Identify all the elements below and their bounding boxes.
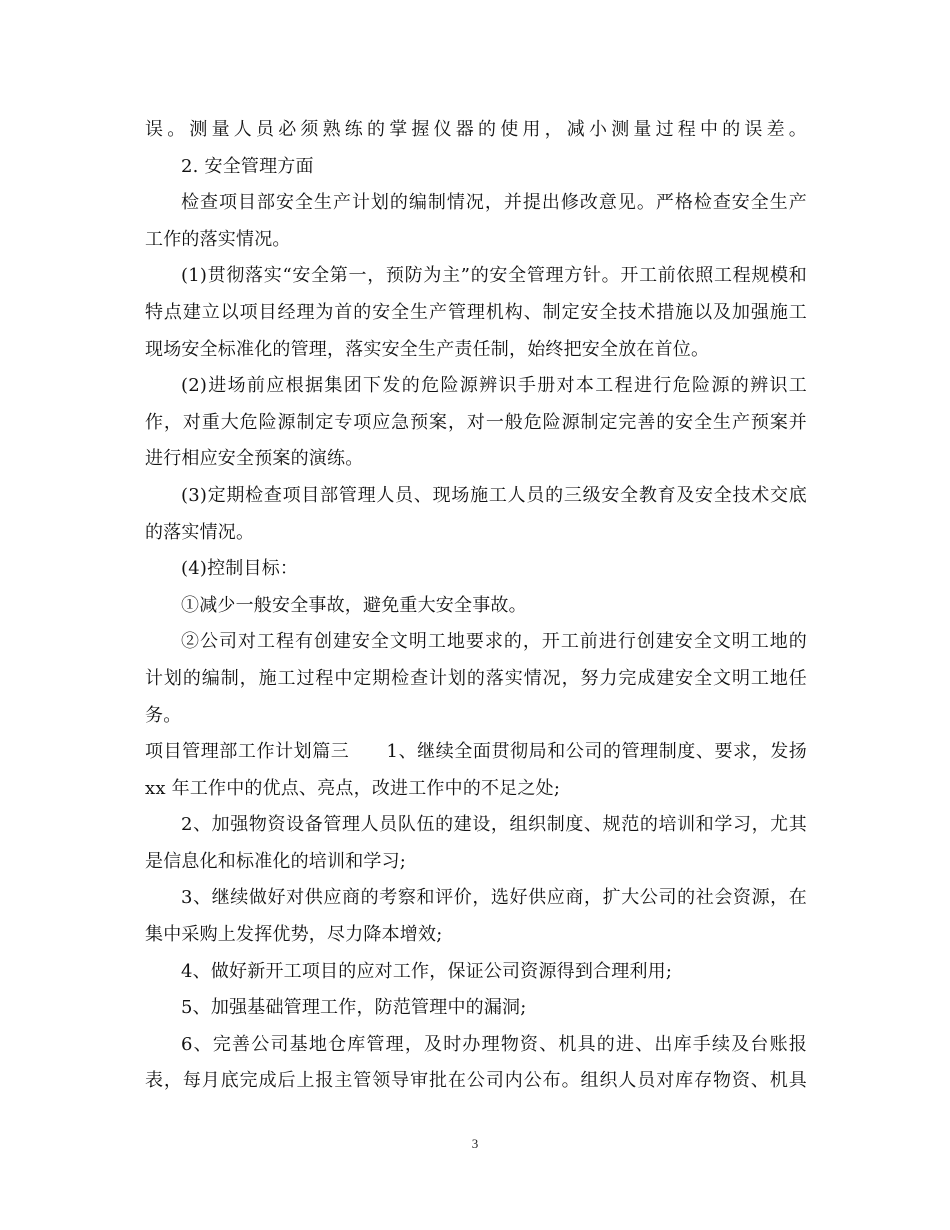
text-line: (4)控制目标：: [181, 558, 299, 580]
text-line: 特点建立以项目经理为首的安全生产管理机构、制定安全技术措施以及加强施工: [145, 301, 807, 323]
text-line: 计划的编制，施工过程中定期检查计划的落实情况，努力完成建安全文明工地任: [145, 667, 807, 689]
text-line: 进行相应安全预案的演练。: [145, 448, 364, 470]
text-line: 表，每月底完成后上报主管领导审批在公司内公布。组织人员对库存物资、机具: [145, 1070, 807, 1092]
section-heading: 项目管理部工作计划篇三 1、继续全面贯彻局和公司的管理制度、要求，发扬: [145, 741, 807, 763]
text-line: 的落实情况。: [145, 521, 255, 543]
text-line: 集中采购上发挥优势，尽力降本增效;: [145, 924, 443, 946]
section-heading: 2. 安全管理方面: [181, 155, 314, 177]
text-line: (1)贯彻落实“安全第一，预防为主”的安全管理方针。开工前依照工程规模和: [181, 265, 807, 287]
text-line: 是信息化和标准化的培训和学习;: [145, 850, 407, 872]
text-line: 2、加强物资设备管理人员队伍的建设，组织制度、规范的培训和学习，尤其: [181, 814, 807, 836]
text-line: 3、继续做好对供应商的考察和评价，选好供应商，扩大公司的社会资源，在: [181, 887, 807, 909]
text-line: (3)定期检查项目部管理人员、现场施工人员的三级安全教育及安全技术交底: [181, 484, 807, 506]
text-line: 误。测量人员必须熟练的掌握仪器的使用，减小测量过程中的误差。: [145, 119, 807, 140]
text-line: 工作的落实情况。: [145, 228, 291, 250]
document-body: [145, 112, 807, 1100]
text-line: ①减少一般安全事故，避免重大安全事故。: [181, 594, 527, 616]
text-line: 4、做好新开工项目的应对工作，保证公司资源得到合理利用;: [181, 960, 673, 982]
page-number: 3: [471, 1136, 479, 1151]
text-line: xx 年工作中的优点、亮点，改进工作中的不足之处;: [145, 777, 561, 799]
text-line: ②公司对工程有创建安全文明工地要求的，开工前进行创建安全文明工地的: [181, 631, 807, 653]
text-line: 5、加强基础管理工作，防范管理中的漏洞;: [181, 997, 527, 1019]
text-line: 6、完善公司基地仓库管理，及时办理物资、机具的进、出库手续及台账报: [181, 1033, 807, 1055]
text-line: 现场安全标准化的管理，落实安全生产责任制，始终把安全放在首位。: [145, 338, 710, 360]
text-line: 检查项目部安全生产计划的编制情况，并提出修改意见。严格检查安全生产: [181, 192, 807, 214]
text-line: (2)进场前应根据集团下发的危险源辨识手册对本工程进行危险源的辨识工: [181, 375, 807, 397]
text-line: 作，对重大危险源制定专项应急预案，对一般危险源制定完善的安全生产预案并: [145, 411, 807, 433]
text-line: 务。: [145, 704, 182, 726]
